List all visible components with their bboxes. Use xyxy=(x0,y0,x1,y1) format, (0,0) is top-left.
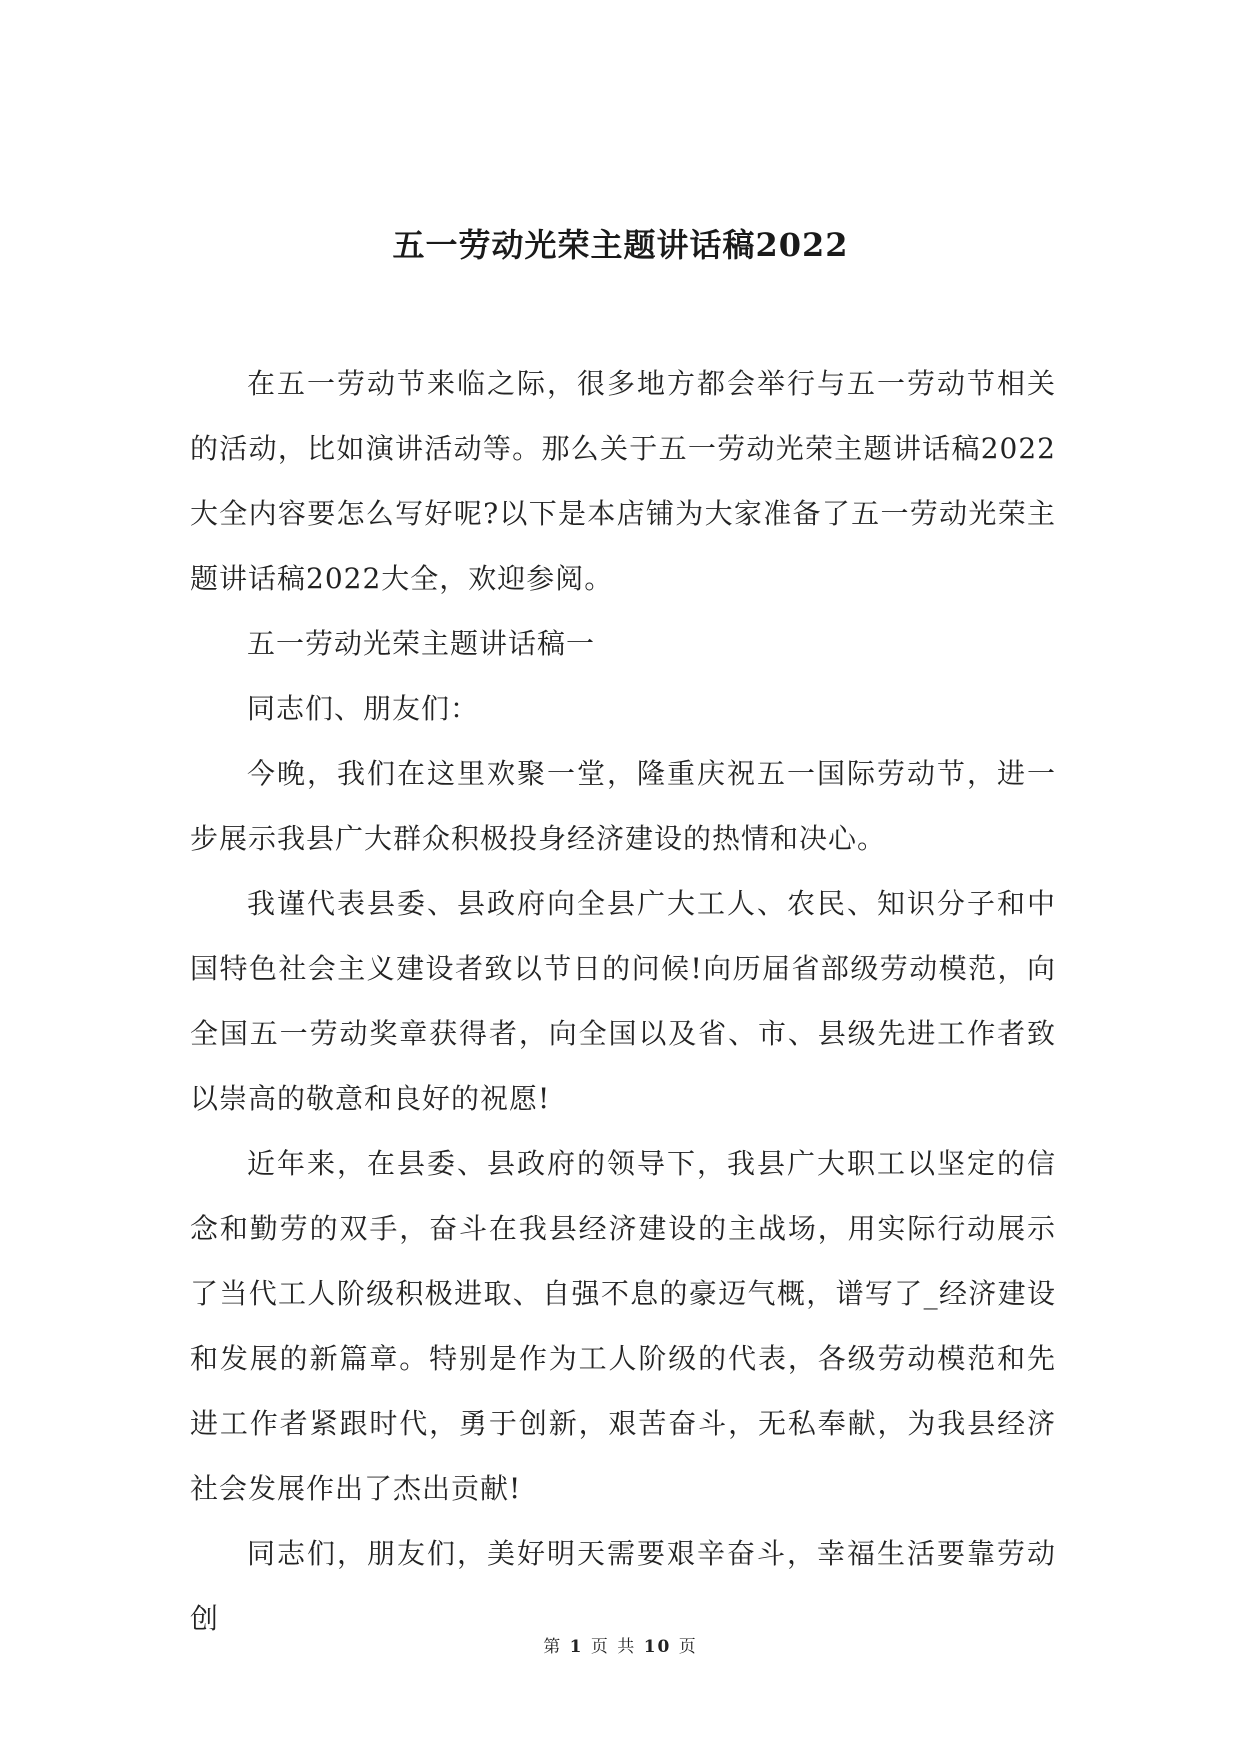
paragraph-opening: 今晚，我们在这里欢聚一堂，隆重庆祝五一国际劳动节，进一步展示我县广大群众积极投身经济建设的热情和决心。 xyxy=(190,757,1056,855)
page-footer xyxy=(0,1636,1241,1658)
paragraph-greetings: 我谨代表县委、县政府向全县广大工人、农民、知识分子和中国特色社会主义建设者致以节日的问候!向历届省部级劳动模范，向全国五一劳动奖章获得者，向全国以及省、市、县级先进工作者致以崇高的敬意和良好的祝愿! xyxy=(190,887,1056,1115)
paragraph-closing: 同志们，朋友们，美好明天需要艰辛奋斗，幸福生活要靠劳动创 xyxy=(190,1537,1056,1635)
footer-middle: 页 共 xyxy=(590,1637,637,1657)
paragraph-achievements: 近年来，在县委、县政府的领导下，我县广大职工以坚定的信念和勤劳的双手，奋斗在我县经济建设的主战场，用实际行动展示了当代工人阶级积极进取、自强不息的豪迈气概，谱写了_经济建设和发展的新篇章。特别是作为工人阶级的代表，各级劳动模范和先进工作者紧跟时代，勇于创新，艰苦奋斗，无私奉献，为我县经济社会发展作出了杰出贡献! xyxy=(190,1147,1056,1505)
footer-suffix: 页 xyxy=(678,1637,698,1657)
paragraph-intro: 在五一劳动节来临之际，很多地方都会举行与五一劳动节相关的活动，比如演讲活动等。那么关于五一劳动光荣主题讲话稿2022大全内容要怎么写好呢?以下是本店铺为大家准备了五一劳动光荣主题讲话稿2022大全，欢迎参阅。 xyxy=(190,367,1056,595)
footer-total-pages: 10 xyxy=(643,1637,672,1657)
document-title: 五一劳动光荣主题讲话稿2022 xyxy=(392,226,849,264)
footer-current-page: 1 xyxy=(569,1637,584,1657)
paragraph-salutation: 同志们、朋友们： xyxy=(247,692,480,725)
paragraph-section-heading: 五一劳动光荣主题讲话稿一 xyxy=(247,627,596,660)
footer-prefix: 第 xyxy=(543,1637,563,1657)
document-body xyxy=(190,351,1056,1651)
